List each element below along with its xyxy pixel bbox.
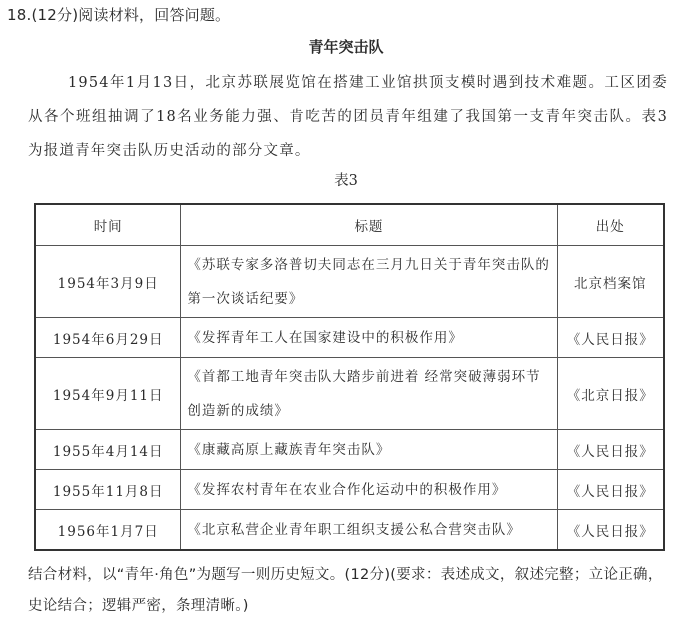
- cell-time: 1954年9月11日: [35, 358, 181, 430]
- cell-title: 《苏联专家多洛普切夫同志在三月九日关于青年突击队的第一次谈话纪要》: [181, 246, 557, 318]
- column-header-time: 时间: [35, 204, 181, 246]
- task-prompt: 结合材料，以“青年·角色”为题写一则历史短文。(12分)(要求：表述成文，叙述完整；立论正确，史论结合；逻辑严密，条理清晰。): [28, 567, 663, 614]
- cell-time: 1954年6月29日: [35, 318, 181, 358]
- cell-source: 《人民日报》: [557, 470, 664, 510]
- cell-title: 《首都工地青年突击队大踏步前进着 经常突破薄弱环节创造新的成绩》: [181, 358, 557, 430]
- column-header-title: 标题: [181, 204, 557, 246]
- table-row: [35, 358, 664, 430]
- cell-time: 1955年11月8日: [35, 470, 181, 510]
- activity-table: [34, 203, 665, 551]
- cell-source: 《人民日报》: [557, 510, 664, 551]
- cell-title: 《发挥青年工人在国家建设中的积极作用》: [181, 318, 557, 358]
- passage-text: 1954年1月13日，北京苏联展览馆在搭建工业馆拱顶支模时遇到技术难题。工区团委从各个班组抽调了18名业务能力强、肯吃苦的团员青年组建了我国第一支青年突击队。表3为报道青年突击队历史活动的部分文章。: [28, 75, 668, 159]
- cell-title: 《发挥农村青年在农业合作化运动中的积极作用》: [181, 470, 557, 510]
- cell-time: 1954年3月9日: [35, 246, 181, 318]
- cell-title: 《康藏高原上藏族青年突击队》: [181, 430, 557, 470]
- cell-source: 《人民日报》: [557, 430, 664, 470]
- table-row: [35, 430, 664, 470]
- table-header-row: [35, 204, 664, 246]
- cell-source: 《北京日报》: [557, 358, 664, 430]
- cell-title: 《北京私营企业青年职工组织支援公私合营突击队》: [181, 510, 557, 551]
- cell-time: 1956年1月7日: [35, 510, 181, 551]
- table-row: [35, 246, 664, 318]
- cell-source: 北京档案馆: [557, 246, 664, 318]
- passage-title: 青年突击队: [308, 38, 384, 56]
- table-row: [35, 470, 664, 510]
- passage-body: [28, 66, 668, 168]
- cell-source: 《人民日报》: [557, 318, 664, 358]
- column-header-source: 出处: [557, 204, 664, 246]
- table-row: [35, 318, 664, 358]
- question-header: 18.(12分)阅读材料，回答问题。: [7, 6, 231, 24]
- cell-time: 1955年4月14日: [35, 430, 181, 470]
- table-caption: 表3: [334, 173, 358, 189]
- table-row: [35, 510, 664, 551]
